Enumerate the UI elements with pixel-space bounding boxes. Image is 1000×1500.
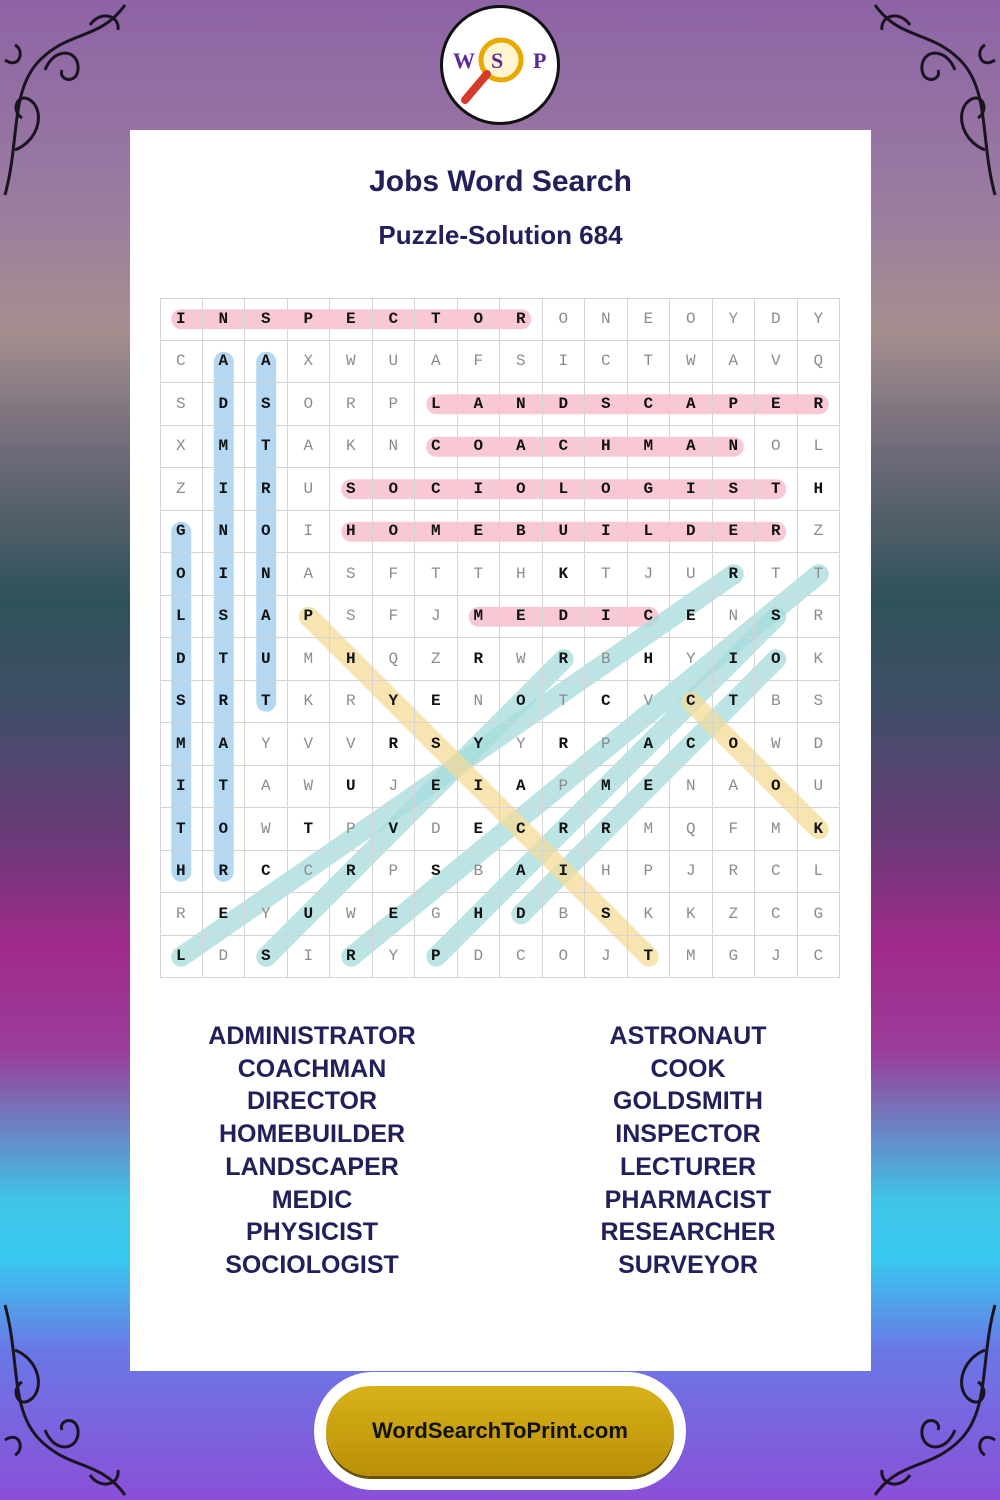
- grid-cell: Y: [500, 723, 543, 766]
- grid-cell: O: [160, 553, 203, 596]
- grid-cell: Z: [798, 511, 841, 554]
- grid-cell: S: [798, 681, 841, 724]
- grid-cell: C: [755, 893, 798, 936]
- wsp-logo: [440, 5, 560, 125]
- grid-cell: C: [415, 468, 458, 511]
- grid-cell: A: [500, 851, 543, 894]
- word-item: PHYSICIST: [246, 1218, 378, 1247]
- grid-cell: S: [330, 553, 373, 596]
- grid-cell: M: [415, 511, 458, 554]
- grid-cell: A: [245, 596, 288, 639]
- grid-cell: V: [373, 808, 416, 851]
- grid-cell: H: [585, 851, 628, 894]
- grid-cell: N: [203, 511, 246, 554]
- grid-cell: R: [203, 851, 246, 894]
- grid-cell: M: [288, 638, 331, 681]
- grid-cell: R: [543, 723, 586, 766]
- grid-cell: Y: [373, 936, 416, 979]
- grid-cell: O: [755, 426, 798, 469]
- grid-cell: Z: [160, 468, 203, 511]
- grid-cell: T: [585, 553, 628, 596]
- grid-cell: G: [415, 893, 458, 936]
- grid-cell: S: [330, 596, 373, 639]
- word-item: INSPECTOR: [615, 1120, 761, 1149]
- grid-cell: R: [160, 893, 203, 936]
- grid-cell: O: [245, 511, 288, 554]
- grid-cell: E: [500, 596, 543, 639]
- grid-cell: Q: [670, 808, 713, 851]
- grid-cell: A: [500, 426, 543, 469]
- grid-cell: C: [288, 851, 331, 894]
- grid-cell: R: [458, 638, 501, 681]
- grid-cell: T: [755, 468, 798, 511]
- grid-cell: I: [458, 468, 501, 511]
- grid-cell: D: [670, 511, 713, 554]
- grid-cell: R: [330, 851, 373, 894]
- grid-cell: J: [373, 766, 416, 809]
- grid-cell: L: [160, 596, 203, 639]
- grid-cell: D: [458, 936, 501, 979]
- grid-cell: S: [585, 893, 628, 936]
- grid-cell: C: [415, 426, 458, 469]
- grid-cell: E: [670, 596, 713, 639]
- grid-cell: K: [798, 808, 841, 851]
- word-item: ASTRONAUT: [609, 1022, 767, 1050]
- grid-cell: O: [500, 468, 543, 511]
- grid-cell: F: [373, 553, 416, 596]
- grid-cell: T: [543, 681, 586, 724]
- grid-cell: E: [755, 383, 798, 426]
- grid-cell: J: [755, 936, 798, 979]
- grid-cell: C: [628, 596, 671, 639]
- grid-cell: N: [500, 383, 543, 426]
- grid-cell: J: [628, 553, 671, 596]
- grid-cell: P: [373, 851, 416, 894]
- grid-cell: I: [585, 511, 628, 554]
- grid-cell: U: [330, 766, 373, 809]
- grid-cell: N: [373, 426, 416, 469]
- page-subtitle: Puzzle-Solution 684: [378, 220, 623, 250]
- grid-cell: R: [203, 681, 246, 724]
- corner-ornament-top-left: [0, 0, 130, 200]
- grid-cell: M: [458, 596, 501, 639]
- grid-cell: C: [543, 426, 586, 469]
- grid-cell: M: [755, 808, 798, 851]
- grid-cell: A: [203, 723, 246, 766]
- grid-cell: C: [628, 383, 671, 426]
- grid-cell: P: [373, 383, 416, 426]
- grid-cell: I: [670, 468, 713, 511]
- grid-cell: I: [203, 553, 246, 596]
- grid-cell: A: [458, 383, 501, 426]
- grid-cell: I: [585, 596, 628, 639]
- logo-letter-s: S: [491, 48, 504, 73]
- grid-cell: M: [585, 766, 628, 809]
- grid-cell: T: [415, 553, 458, 596]
- grid-cell: H: [160, 851, 203, 894]
- grid-cell: Y: [373, 681, 416, 724]
- grid-cell: O: [543, 298, 586, 341]
- grid-cell: O: [373, 511, 416, 554]
- grid-cell: W: [330, 341, 373, 384]
- grid-cell: V: [330, 723, 373, 766]
- grid-cell: H: [458, 893, 501, 936]
- grid-cell: K: [330, 426, 373, 469]
- word-item: DIRECTOR: [246, 1087, 378, 1116]
- grid-cell: N: [670, 766, 713, 809]
- grid-cell: N: [713, 596, 756, 639]
- grid-cell: S: [713, 468, 756, 511]
- grid-cell: S: [160, 383, 203, 426]
- grid-cell: S: [415, 851, 458, 894]
- grid-cell: D: [415, 808, 458, 851]
- grid-cell: N: [585, 298, 628, 341]
- grid-cell: O: [458, 426, 501, 469]
- word-item: HOMEBUILDER: [218, 1120, 406, 1149]
- grid-cell: X: [160, 426, 203, 469]
- grid-cell: R: [543, 638, 586, 681]
- grid-cell: E: [330, 298, 373, 341]
- grid-cell: T: [415, 298, 458, 341]
- grid-cell: C: [500, 936, 543, 979]
- grid-cell: H: [500, 553, 543, 596]
- grid-cell: B: [500, 511, 543, 554]
- grid-cell: R: [330, 681, 373, 724]
- grid-cell: U: [798, 766, 841, 809]
- grid-cell: E: [628, 766, 671, 809]
- grid-cell: I: [288, 936, 331, 979]
- grid-cell: R: [755, 511, 798, 554]
- grid-cell: W: [670, 341, 713, 384]
- grid-cell: E: [373, 893, 416, 936]
- grid-cell: P: [543, 766, 586, 809]
- grid-cell: O: [755, 638, 798, 681]
- grid-cell: I: [160, 766, 203, 809]
- grid-cell: T: [245, 681, 288, 724]
- grid-cell: D: [798, 723, 841, 766]
- grid-cell: K: [288, 681, 331, 724]
- grid-cell: O: [373, 468, 416, 511]
- word-search-grid: [160, 298, 840, 978]
- grid-cell: G: [713, 936, 756, 979]
- grid-cell: J: [415, 596, 458, 639]
- word-item: COACHMAN: [237, 1054, 387, 1083]
- grid-cell: D: [160, 638, 203, 681]
- grid-cell: T: [798, 553, 841, 596]
- grid-cell: N: [245, 553, 288, 596]
- grid-cell: A: [245, 341, 288, 384]
- grid-cell: P: [585, 723, 628, 766]
- grid-cell: I: [543, 341, 586, 384]
- grid-cell: Y: [458, 723, 501, 766]
- grid-cell: D: [755, 298, 798, 341]
- grid-cell: B: [585, 638, 628, 681]
- grid-cell: B: [755, 681, 798, 724]
- corner-ornament-bottom-right: [870, 1300, 1000, 1500]
- grid-cell: T: [288, 808, 331, 851]
- grid-cell: I: [160, 298, 203, 341]
- grid-cell: H: [330, 638, 373, 681]
- grid-cell: R: [500, 298, 543, 341]
- corner-ornament-top-right: [870, 0, 1000, 200]
- grid-cell: R: [585, 808, 628, 851]
- word-item: SURVEYOR: [618, 1250, 758, 1279]
- grid-cell: A: [628, 723, 671, 766]
- grid-cell: I: [203, 468, 246, 511]
- grid-cell: U: [288, 893, 331, 936]
- letter-grid: [160, 298, 840, 978]
- grid-cell: E: [415, 681, 458, 724]
- grid-cell: S: [500, 341, 543, 384]
- word-item: PHARMACIST: [604, 1185, 772, 1214]
- grid-cell: A: [670, 383, 713, 426]
- grid-cell: V: [755, 341, 798, 384]
- grid-cell: M: [203, 426, 246, 469]
- grid-cell: E: [415, 766, 458, 809]
- grid-cell: I: [543, 851, 586, 894]
- grid-cell: U: [245, 638, 288, 681]
- grid-cell: C: [798, 936, 841, 979]
- grid-cell: O: [288, 383, 331, 426]
- grid-cell: S: [203, 596, 246, 639]
- grid-cell: Z: [713, 893, 756, 936]
- grid-cell: Q: [798, 341, 841, 384]
- grid-cell: D: [543, 383, 586, 426]
- grid-cell: A: [288, 426, 331, 469]
- grid-cell: A: [203, 341, 246, 384]
- grid-cell: U: [543, 511, 586, 554]
- grid-cell: L: [798, 851, 841, 894]
- grid-cell: F: [713, 808, 756, 851]
- grid-cell: F: [373, 596, 416, 639]
- grid-cell: R: [373, 723, 416, 766]
- grid-cell: C: [755, 851, 798, 894]
- grid-cell: H: [585, 426, 628, 469]
- grid-cell: R: [543, 808, 586, 851]
- grid-cell: J: [670, 851, 713, 894]
- grid-cell: P: [330, 808, 373, 851]
- grid-cell: W: [288, 766, 331, 809]
- grid-cell: B: [458, 851, 501, 894]
- grid-cell: T: [203, 638, 246, 681]
- grid-cell: M: [628, 426, 671, 469]
- grid-cell: C: [670, 723, 713, 766]
- grid-cell: S: [245, 936, 288, 979]
- grid-cell: L: [543, 468, 586, 511]
- grid-cell: C: [373, 298, 416, 341]
- grid-cell: M: [628, 808, 671, 851]
- word-item: LANDSCAPER: [225, 1152, 399, 1181]
- grid-cell: K: [628, 893, 671, 936]
- grid-cell: S: [330, 468, 373, 511]
- grid-cell: Q: [373, 638, 416, 681]
- grid-cell: D: [543, 596, 586, 639]
- grid-cell: O: [585, 468, 628, 511]
- grid-cell: T: [245, 426, 288, 469]
- page-title: Jobs Word Search: [369, 165, 632, 198]
- grid-cell: O: [458, 298, 501, 341]
- grid-cell: Y: [670, 638, 713, 681]
- grid-cell: R: [713, 553, 756, 596]
- grid-cell: G: [628, 468, 671, 511]
- word-item: RESEARCHER: [600, 1218, 776, 1247]
- grid-cell: I: [288, 511, 331, 554]
- grid-cell: K: [798, 638, 841, 681]
- grid-cell: U: [288, 468, 331, 511]
- grid-cell: T: [458, 553, 501, 596]
- grid-cell: S: [245, 383, 288, 426]
- grid-cell: T: [160, 808, 203, 851]
- grid-cell: E: [458, 808, 501, 851]
- grid-cell: M: [160, 723, 203, 766]
- grid-cell: Y: [713, 298, 756, 341]
- grid-cell: A: [288, 553, 331, 596]
- site-link-button[interactable]: WordSearchToPrint.com: [326, 1386, 674, 1476]
- grid-cell: A: [713, 341, 756, 384]
- grid-cell: Y: [245, 893, 288, 936]
- grid-cell: A: [245, 766, 288, 809]
- grid-cell: R: [798, 596, 841, 639]
- grid-cell: W: [755, 723, 798, 766]
- grid-cell: T: [755, 553, 798, 596]
- grid-cell: N: [203, 298, 246, 341]
- grid-cell: A: [713, 766, 756, 809]
- grid-cell: P: [713, 383, 756, 426]
- grid-cell: Y: [245, 723, 288, 766]
- grid-cell: P: [288, 596, 331, 639]
- grid-cell: W: [500, 638, 543, 681]
- logo-letter-w: W: [453, 48, 475, 73]
- grid-cell: P: [288, 298, 331, 341]
- grid-cell: U: [670, 553, 713, 596]
- grid-cell: H: [330, 511, 373, 554]
- grid-cell: S: [585, 383, 628, 426]
- grid-cell: C: [500, 808, 543, 851]
- grid-cell: Y: [798, 298, 841, 341]
- grid-cell: E: [203, 893, 246, 936]
- grid-cell: F: [458, 341, 501, 384]
- word-item: SOCIOLOGIST: [225, 1250, 399, 1279]
- grid-cell: C: [670, 681, 713, 724]
- grid-cell: O: [203, 808, 246, 851]
- grid-cell: A: [500, 766, 543, 809]
- grid-cell: G: [798, 893, 841, 936]
- word-item: COOK: [650, 1054, 726, 1083]
- grid-cell: C: [160, 341, 203, 384]
- grid-cell: W: [245, 808, 288, 851]
- grid-cell: W: [330, 893, 373, 936]
- grid-cell: A: [415, 341, 458, 384]
- grid-cell: N: [713, 426, 756, 469]
- grid-cell: S: [755, 596, 798, 639]
- grid-cell: V: [628, 681, 671, 724]
- grid-cell: X: [288, 341, 331, 384]
- word-list-right: [503, 1020, 873, 1282]
- grid-cell: L: [160, 936, 203, 979]
- grid-cell: D: [203, 383, 246, 426]
- grid-cell: H: [798, 468, 841, 511]
- grid-cell: M: [670, 936, 713, 979]
- grid-cell: K: [543, 553, 586, 596]
- grid-cell: P: [628, 851, 671, 894]
- grid-cell: E: [628, 298, 671, 341]
- grid-cell: T: [713, 681, 756, 724]
- grid-cell: C: [585, 681, 628, 724]
- grid-cell: L: [798, 426, 841, 469]
- grid-cell: S: [415, 723, 458, 766]
- grid-cell: T: [628, 341, 671, 384]
- word-list-left: [127, 1020, 497, 1282]
- grid-cell: C: [585, 341, 628, 384]
- grid-cell: L: [415, 383, 458, 426]
- grid-cell: T: [628, 936, 671, 979]
- logo-letter-p: P: [533, 48, 547, 73]
- corner-ornament-bottom-left: [0, 1300, 130, 1500]
- grid-cell: O: [543, 936, 586, 979]
- grid-cell: V: [288, 723, 331, 766]
- grid-cell: S: [245, 298, 288, 341]
- grid-cell: R: [330, 936, 373, 979]
- grid-cell: R: [330, 383, 373, 426]
- grid-cell: N: [458, 681, 501, 724]
- grid-cell: R: [798, 383, 841, 426]
- grid-cell: B: [543, 893, 586, 936]
- grid-cell: O: [670, 298, 713, 341]
- grid-cell: E: [458, 511, 501, 554]
- grid-cell: A: [670, 426, 713, 469]
- grid-cell: J: [585, 936, 628, 979]
- grid-cell: L: [628, 511, 671, 554]
- grid-cell: D: [500, 893, 543, 936]
- grid-cell: R: [713, 851, 756, 894]
- word-item: GOLDSMITH: [613, 1087, 763, 1116]
- grid-cell: O: [500, 681, 543, 724]
- grid-cell: O: [755, 766, 798, 809]
- grid-cell: O: [713, 723, 756, 766]
- grid-cell: G: [160, 511, 203, 554]
- grid-cell: E: [713, 511, 756, 554]
- word-item: MEDIC: [271, 1185, 353, 1214]
- grid-cell: R: [245, 468, 288, 511]
- grid-cell: U: [373, 341, 416, 384]
- grid-cell: K: [670, 893, 713, 936]
- grid-cell: D: [203, 936, 246, 979]
- word-item: LECTURER: [619, 1152, 757, 1181]
- grid-cell: P: [415, 936, 458, 979]
- grid-cell: I: [713, 638, 756, 681]
- grid-cell: S: [160, 681, 203, 724]
- grid-cell: C: [245, 851, 288, 894]
- word-item: ADMINISTRATOR: [208, 1022, 416, 1050]
- grid-cell: T: [203, 766, 246, 809]
- grid-cell: Z: [415, 638, 458, 681]
- grid-cell: I: [458, 766, 501, 809]
- grid-cell: H: [628, 638, 671, 681]
